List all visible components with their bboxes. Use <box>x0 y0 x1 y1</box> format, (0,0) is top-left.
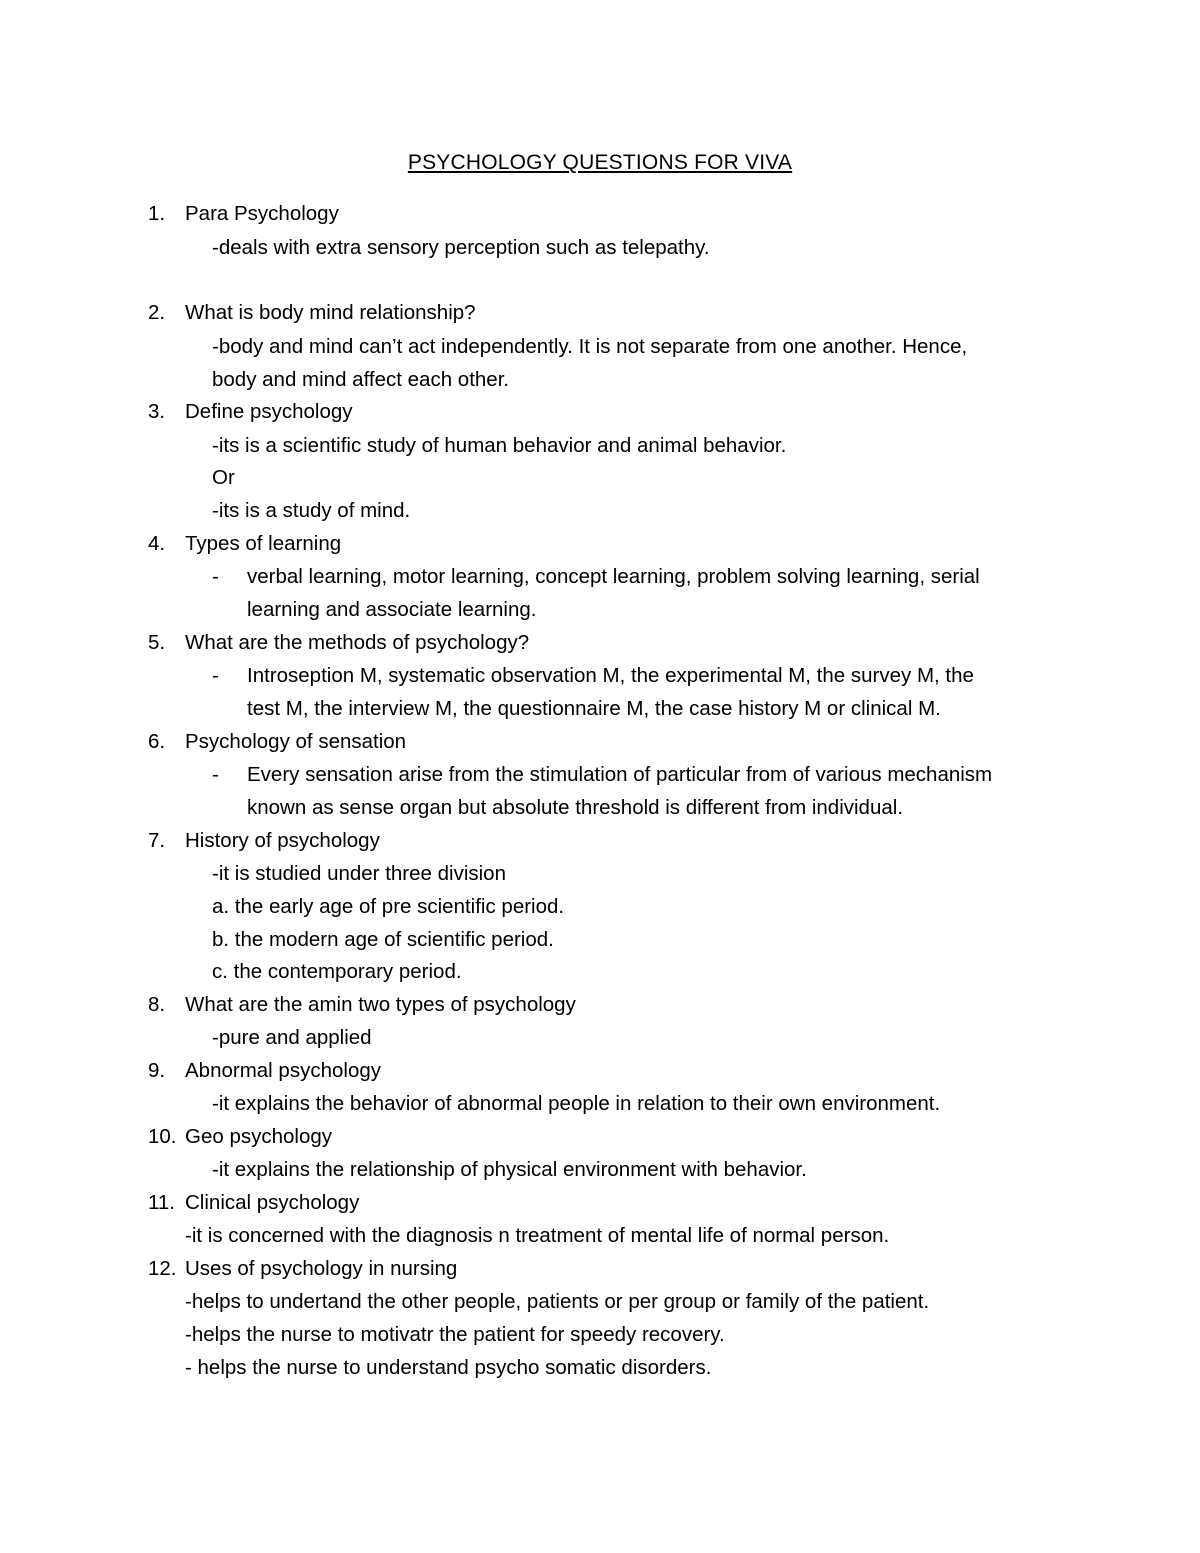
question-text: History of psychology <box>185 829 380 852</box>
item-number: 10. <box>148 1125 177 1148</box>
answer-text: a. the early age of pre scientific period. <box>212 895 565 918</box>
dash-bullet: - <box>212 763 219 786</box>
answer-text: Introseption M, systematic observation M, the experimental M, the survey M, the <box>247 664 974 687</box>
question-text: Clinical psychology <box>185 1191 360 1214</box>
question-text: Para Psychology <box>185 202 339 225</box>
item-number: 9. <box>148 1059 166 1082</box>
question-text: What is body mind relationship? <box>185 301 476 324</box>
item-number: 1. <box>148 202 166 225</box>
answer-text: -body and mind can’t act independently. It is not separate from one another. Hence, <box>212 335 968 358</box>
answer-text: -pure and applied <box>212 1026 372 1049</box>
question-text: Psychology of sensation <box>185 730 407 753</box>
answer-text: learning and associate learning. <box>247 598 537 621</box>
question-text: Abnormal psychology <box>185 1059 381 1082</box>
item-number: 7. <box>148 829 166 852</box>
item-number: 3. <box>148 400 166 423</box>
answer-text: c. the contemporary period. <box>212 960 462 983</box>
answer-text: verbal learning, motor learning, concept learning, problem solving learning, serial <box>247 565 980 588</box>
answer-text: known as sense organ but absolute threshold is different from individual. <box>247 796 904 819</box>
answer-text: -deals with extra sensory perception such as telepathy. <box>212 236 710 259</box>
item-number: 12. <box>148 1257 177 1280</box>
answer-text: Or <box>212 466 235 489</box>
question-text: Define psychology <box>185 400 353 423</box>
item-number: 2. <box>148 301 166 324</box>
question-text: Types of learning <box>185 532 342 555</box>
item-number: 6. <box>148 730 166 753</box>
answer-text: -it is concerned with the diagnosis n treatment of mental life of normal person. <box>185 1224 890 1247</box>
answer-text: -it explains the behavior of abnormal people in relation to their own environment. <box>212 1092 941 1115</box>
question-text: Uses of psychology in nursing <box>185 1257 458 1280</box>
question-text: What are the amin two types of psychology <box>185 993 576 1016</box>
item-number: 11. <box>148 1191 175 1214</box>
page-title: PSYCHOLOGY QUESTIONS FOR VIVA <box>407 151 793 174</box>
answer-text: Every sensation arise from the stimulation of particular from of various mechanism <box>247 763 993 786</box>
item-number: 4. <box>148 532 166 555</box>
answer-text: -helps the nurse to motivatr the patient for speedy recovery. <box>185 1323 725 1346</box>
question-text: Geo psychology <box>185 1125 333 1148</box>
answer-text: -it is studied under three division <box>212 862 506 885</box>
answer-text: -its is a scientific study of human behavior and animal behavior. <box>212 434 787 457</box>
answer-text: -it explains the relationship of physical environment with behavior. <box>212 1158 807 1181</box>
answer-text: -its is a study of mind. <box>212 499 411 522</box>
answer-text: b. the modern age of scientific period. <box>212 928 554 951</box>
dash-bullet: - <box>212 565 219 588</box>
question-text: What are the methods of psychology? <box>185 631 530 654</box>
answer-text: body and mind affect each other. <box>212 368 510 391</box>
answer-text: test M, the interview M, the questionnaire M, the case history M or clinical M. <box>247 697 941 720</box>
item-number: 8. <box>148 993 166 1016</box>
answer-text: - helps the nurse to understand psycho somatic disorders. <box>185 1356 712 1379</box>
dash-bullet: - <box>212 664 219 687</box>
item-number: 5. <box>148 631 166 654</box>
answer-text: -helps to undertand the other people, patients or per group or family of the patient. <box>185 1290 930 1313</box>
